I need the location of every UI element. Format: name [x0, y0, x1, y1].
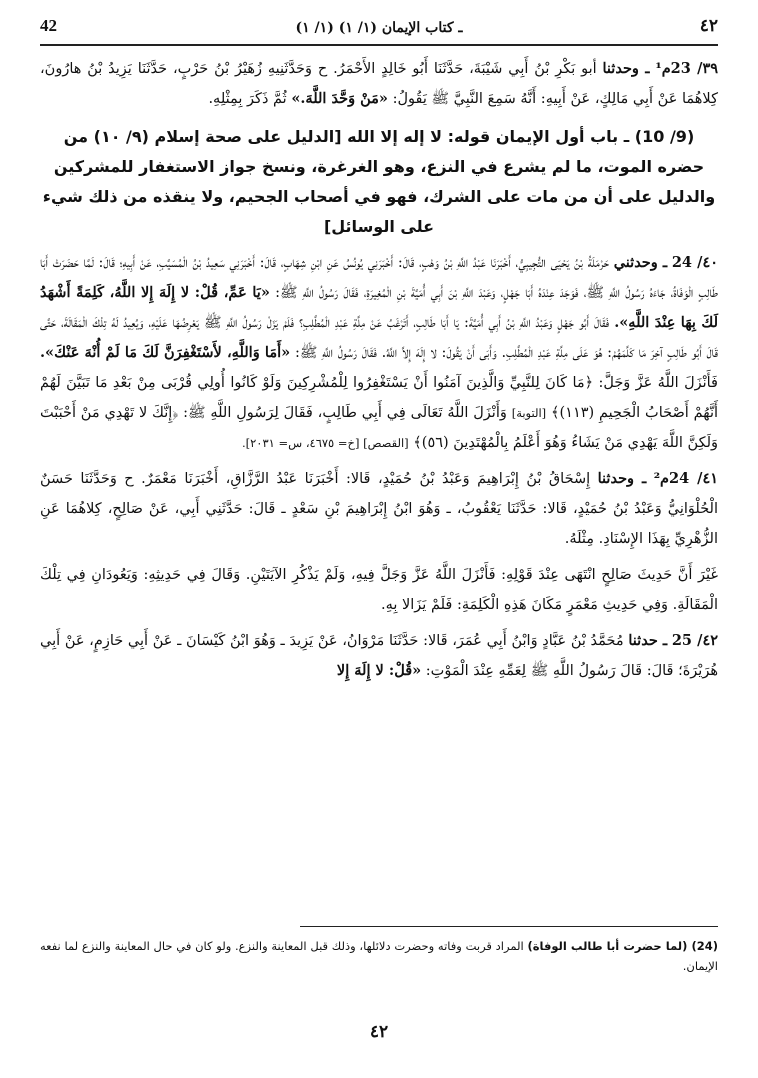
hadith-lead: ـ وحدثني — [613, 254, 668, 271]
hadith-41-note — [40, 560, 718, 620]
hadith-quote: «يَا عَمِّ، قُلْ: لا إِلَهَ إِلا اللَّهُ، كَلِمَةً أَشْهَدُ لَكَ بِهَا عِنْدَ اللَّهِ». — [40, 284, 718, 331]
chapter-number: (9/ 10) — [634, 127, 695, 146]
hadith-42 — [40, 626, 718, 686]
hadith-text: مُحَمَّدُ بْنُ عَبَّادٍ وَابْنُ أَبِي عُمَرَ، قَالا: حَدَّثَنَا مَرْوَانُ، عَنْ يَزِيدَ ـ وَهُوَ ابْنُ كَيْسَانَ ـ عَنْ أَبِي حَازِمٍ، عَنْ أَبِي هُرَيْرَةَ؛ قَالَ: قَالَ رَسُولُ اللَّهِ ﷺ لِعَمِّهِ عِنْدَ الْمَوْتِ: — [40, 633, 718, 679]
footnote — [40, 936, 718, 976]
main-text — [40, 54, 718, 692]
hadith-text: فَقَالَ أَبُو جَهْلٍ وَعَبْدُ اللَّهِ بْنُ أَبِي أُمَيَّةَ: يَا أَبَا طَالِبٍ، أَتَرْغَبُ عَنْ مِلَّةِ عَبْدِ الْمُطَّلِبِ؟ فَلَمْ يَزَلْ رَسُولُ اللَّهِ ﷺ يَعْرِضُهَا عَلَيْهِ، وَيُعِيدُ لَهُ تِلْكَ الْمَقَالَةَ، حَتَّى قَالَ أَبُو طَالِبٍ آخِرَ مَا كَلَّمَهُمْ: هُوَ عَلَى مِلَّةِ عَبْدِ الْمُطَّلِبِ. وَأَبَى أَنْ يَقُولَ: لا إِلَهَ إِلاَّ اللَّهُ. فَقَالَ رَسُولُ اللَّهِ ﷺ: — [40, 315, 719, 361]
chapter-title: ـ باب أول الإيمان قوله: لا إله إلا الله [الدليل على صحة إسلام (٩/ ١٠) من حضره الموت، ما لم يشرع في النزع، وهو الغرغرة، ونسخ جواز الاستغفار للمشركين والدليل على أن من مات على الشرك، فهو في أصحاب الجحيم، ولا ينقذه من ذلك شيء على الوسائل] — [42, 127, 716, 236]
hadith-number: ٤٢/ 25 — [671, 632, 719, 649]
hadith-41 — [40, 464, 718, 554]
footnote-text: المراد قربت وفاته وحضرت دلائلها، وذلك قبل المعاينة والنزع. ولو كان في حال المعاينة والنزع لما نفعه الإيمان. — [40, 939, 718, 973]
page-header — [40, 14, 718, 44]
hadith-text: حَرْمَلَةُ بْنُ يَحْيَى التُّجِيبِيُّ، أَخْبَرَنَا عَبْدُ اللَّهِ بْنُ وَهْبٍ، قَالَ: أَخْبَرَنِي يُونُسُ عَنِ ابْنِ شِهَابٍ، قَالَ: أَخْبَرَنِي سَعِيدُ بْنُ الْمُسَيَّبِ، عَنْ أَبِيهِ؛ قَالَ: لَمَّا حَضَرَتْ أَبَا طَالِبٍ الْوَفَاةُ، جَاءَهُ رَسُولُ اللَّهِ ﷺ، فَوَجَدَ عِنْدَهُ أَبَا جَهْلٍ، وَعَبْدَ اللَّهِ بْنَ أَبِي أُمَيَّةَ بْنِ الْمُغِيرَةِ، فَقَالَ رَسُولُ اللَّهِ ﷺ: — [40, 255, 718, 301]
hadith-lead: ـ حدثنا — [628, 632, 668, 649]
page-number-arabic: ٤٢ — [699, 16, 718, 36]
quran-verse: فَأَنْزَلَ اللَّهُ عَزَّ وَجَلَّ: ﴿مَا كَانَ لِلنَّبِيِّ وَالَّذِينَ آمَنُوا أَنْ يَسْتَغْفِرُوا لِلْمُشْرِكِينَ وَلَوْ كَانُوا أُولِي قُرْبَى مِنْ بَعْدِ مَا تَبَيَّنَ لَهُمْ أَنَّهُمْ أَصْحَابُ الْجَحِيمِ (١١٣)﴾ — [40, 375, 719, 421]
hadith-number: ٤٠/ 24 — [671, 254, 719, 271]
hadith-text: غَيْرَ أَنَّ حَدِيثَ صَالِحٍ انْتَهَى عِنْدَ قَوْلِهِ: فَأَنْزَلَ اللَّهُ عَزَّ وَجَلَّ فِيهِ، وَلَمْ يَذْكُرِ الآيَتَيْنِ. وَقَالَ فِي حَدِيثِهِ: وَيَعُودَانِ فِي تِلْكَ الْمَقَالَةِ. وَفِي حَدِيثِ مَعْمَرٍ مَكَانَ هَذِهِ الْكَلِمَةِ: فَلَمْ يَزَالا بِهِ. — [40, 567, 718, 613]
hadith-quote: «قُلْ: لا إِلَهَ إِلا — [336, 662, 422, 679]
hadith-text: أبو بَكْرِ بْنُ أَبِي شَيْبَةَ، حَدَّثَنَا أَبُو خَالِدٍ الأَحْمَرُ. ح وَحَدَّثَنِيهِ زُهَيْرُ بْنُ حَرْبٍ، حَدَّثَنَا يَزِيدُ بْنُ هارُونَ، كِلاهُمَا عَنْ أَبِي مَالِكٍ، عَنْ أَبِيهِ: أَنَّهُ سَمِعَ النَّبِيَّ ﷺ يَقُولُ: — [40, 61, 718, 107]
hadith-number: ٤١/ 24م² — [653, 470, 719, 487]
page-footer-number: ٤٢ — [369, 1022, 389, 1042]
footnote-label: (24) (لما حضرت أبا طالب الوفاة) — [527, 939, 718, 953]
hadith-text: إِسْحَاقُ بْنُ إِبْرَاهِيمَ وَعَبْدُ بْنُ حُمَيْدٍ، قَالا: أَخْبَرَنَا عَبْدُ الرَّزَّاقِ، أَخْبَرَنَا مَعْمَرٌ. ح وَحَدَّثَنَا حَسَنٌ الْحُلْوَانِيُّ وَعَبْدُ بْنُ حُمَيْدٍ، قَالا: حَدَّثَنَا يَعْقُوبُ، ـ وَهُوَ ابْنُ إِبْرَاهِيمَ بْنِ سَعْدٍ ـ قَالَ: حَدَّثَنِي أَبِي، عَنْ صَالِحٍ، كِلاهُمَا عَنِ الزُّهْرِيِّ بِهَذَا الإِسْنَادِ. مِثْلَهُ. — [40, 471, 718, 547]
hadith-number: ٣٩/ 23م¹ — [655, 60, 719, 77]
verse-reference: [التوبة] — [511, 406, 547, 420]
quran-verse: وَأَنْزَلَ اللَّهُ تَعَالَى فِي أَبِي طَالِبٍ، فَقَالَ لِرَسُولِ اللَّهِ ﷺ: ﴿إِنَّكَ لا تَهْدِي مَنْ أَحْبَبْتَ وَلَكِنَّ اللَّهَ يَهْدِي مَنْ يَشَاءُ وَهُوَ أَعْلَمُ بِالْمُهْتَدِينَ (٥٦)﴾ — [40, 405, 718, 451]
hadith-quote: «أَمَا وَاللَّهِ، لأَسْتَغْفِرَنَّ لَكَ مَا لَمْ أُنْهَ عَنْكَ». — [40, 344, 291, 361]
hadith-39 — [40, 54, 718, 114]
hadith-quote: «مَنْ وَحَّدَ اللَّهَ.» — [291, 90, 388, 107]
page-number-latin: 42 — [40, 16, 57, 35]
hadith-lead: ـ وحدثنا — [597, 470, 647, 487]
hadith-lead: ـ وحدثنا — [602, 60, 650, 77]
hadith-40 — [40, 248, 718, 458]
hadith-tail: ثُمَّ ذَكَرَ بِمِثْلِهِ. — [208, 91, 287, 107]
chapter-heading — [40, 122, 718, 242]
footnote-rule — [300, 926, 718, 927]
header-rule — [40, 44, 718, 46]
running-title: (١/ ١) ـ كتاب الإيمان (١/ ١) — [295, 20, 463, 36]
verse-reference: [القصص] [خ= ٤٦٧٥، س= ٢٠٣١]. — [241, 436, 409, 450]
